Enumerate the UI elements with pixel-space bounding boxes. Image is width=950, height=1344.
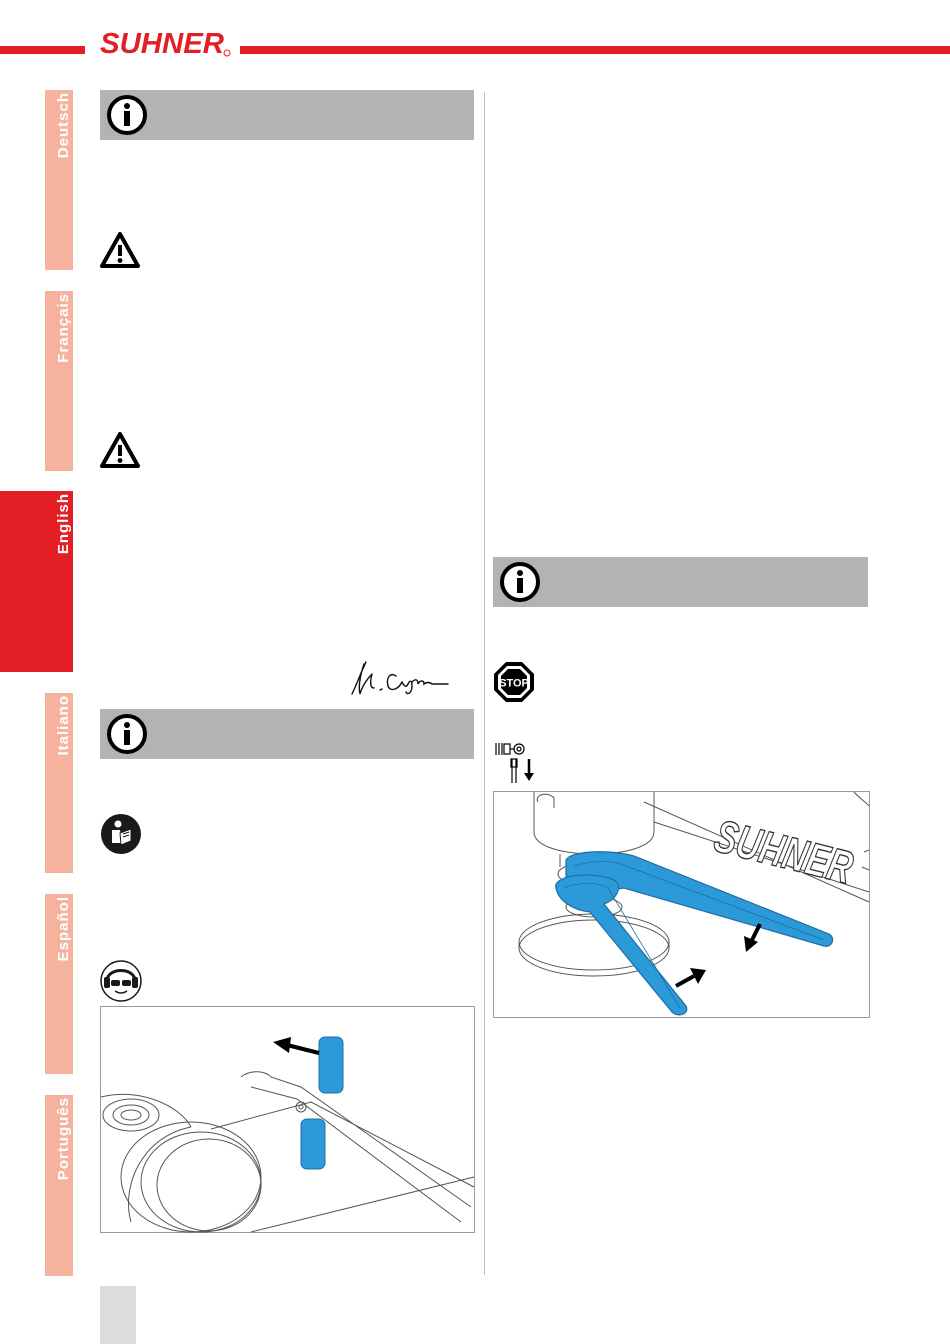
tab-italiano[interactable] <box>45 693 73 873</box>
stop-sign-text: STOP <box>499 677 529 690</box>
tab-label-portugues: Português <box>55 1097 72 1181</box>
info-bar-3 <box>493 557 868 607</box>
read-manual-icon <box>100 813 142 855</box>
warning-triangle-icon <box>99 431 141 469</box>
ear-eye-protection-icon <box>100 960 142 1002</box>
tab-label-espanol: Español <box>55 896 72 962</box>
info-bar-2 <box>100 709 474 759</box>
wrench-removal-illustration <box>101 1007 474 1232</box>
info-icon <box>106 94 148 136</box>
figure-spanner-tightening <box>493 791 911 1018</box>
tab-deutsch[interactable] <box>45 90 73 270</box>
tab-label-english: English <box>55 493 72 555</box>
info-icon <box>106 713 148 755</box>
header-bar-left <box>0 46 85 54</box>
suhner-logo <box>98 26 232 60</box>
info-bar-1 <box>100 90 474 140</box>
tab-francais[interactable] <box>45 291 73 471</box>
figure-wrench-removal <box>100 1006 475 1233</box>
tab-espanol[interactable] <box>45 894 73 1074</box>
info-icon <box>499 561 541 603</box>
tab-label-deutsch: Deutsch <box>55 92 72 159</box>
logo-text: SUHNER <box>100 28 225 60</box>
header-bar-right <box>240 46 950 54</box>
spanner-tightening-illustration <box>494 792 911 1017</box>
page-number-tab <box>100 1286 136 1344</box>
tab-label-francais: Français <box>55 293 72 363</box>
signature <box>344 656 454 698</box>
tool-brand-text: SUHNER <box>709 809 911 907</box>
tab-label-italiano: Italiano <box>55 695 72 756</box>
disconnect-power-icon <box>494 739 540 783</box>
tab-english[interactable] <box>0 491 73 672</box>
warning-triangle-icon <box>99 231 141 269</box>
tab-portugues[interactable] <box>45 1095 73 1276</box>
stop-sign-icon <box>492 660 536 704</box>
column-divider <box>484 92 485 1275</box>
